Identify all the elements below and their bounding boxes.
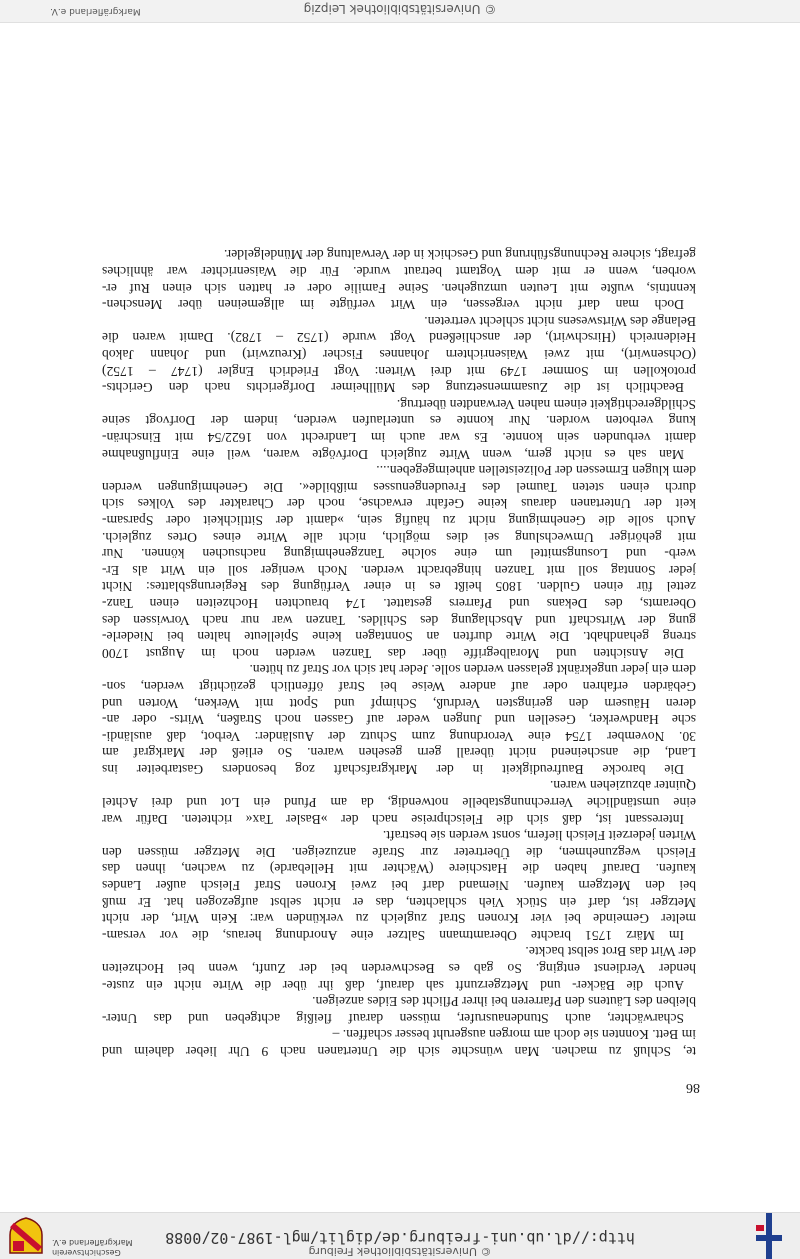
text-line: deren Häusern den geringsten Verdruß, Schimpf und Spott mit Werken, Worten und — [102, 695, 696, 711]
text-line: gefragt, sichere Rechnungsführung und Geschick in der Verwaltung der Mündelgelder. — [224, 247, 696, 263]
text-line: Heidenreich (Hirschwirt), der anschließend Vogt wurde (1752 – 1782). Damit waren die — [102, 330, 696, 346]
text-line: zettel für einen Gulden. 1805 heißt es in einer Verfügung des Regierungsblattes: Nicht — [102, 579, 696, 595]
text-line: Quinter abzuziehen waren. — [549, 778, 696, 794]
text-line: jeder Sonntag soll mit Tanzen hingebracht werden. Noch weniger soll ein Wirt als Er- — [102, 562, 696, 578]
header-copyright: © Universitätsbibliothek Freiburg — [308, 1245, 492, 1258]
text-line: gung der Wirtschaft und Abschlagung des Schildes. Tanzen war nur nach Vorwissen des — [102, 612, 696, 628]
text-line: Die barocke Baufreudigkeit in der Markgrafschaft zog besonders Gastarbeiter ins — [102, 761, 684, 777]
footer-copyright: © Universitätsbibliothek Leipzig — [303, 2, 497, 16]
text-line: Scharwächter, auch Stundenausrufer, müssen darauf fleißig achtgeben und das Unter- — [102, 1010, 684, 1026]
viewer-footer — [0, 0, 800, 23]
text-line: eine umständliche Verrechnungstabelle notwendig, da am Pfund ein Lot und drei Achtel — [102, 795, 696, 811]
text-line: kung verboten worden. Nur konnte es unterlaufen werden, indem der Dorfvogt seine — [102, 413, 696, 429]
text-line: Auch die Bäcker- und Metzgerzunft sah darauf, daß ihr über die Wirte nicht ein zuste- — [102, 977, 684, 993]
text-line: protokollen im Sommer 1749 mit drei Wirten: Vogt Friedrich Engler (1747 – 1752) — [102, 363, 696, 379]
text-line: Belange des Wirtswesens nicht schlecht vertreten. — [424, 313, 696, 329]
text-line: Im März 1751 brachte Oberamtmann Saltzer eine Anordnung heraus, die vor versam- — [102, 927, 684, 943]
text-line: bei den Metzgern kaufen. Niemand darf bei zwei Kronen Straf Fleisch außer Landes — [102, 878, 696, 894]
text-line: dern ein jeder ungekränkt gelassen werden solle. Jeder hat sich vor Straf zu hüten. — [249, 662, 696, 678]
text-line: (Ochsenwirt), mit zwei Waisenrichtern Johannes Fischer (Kreuzwirt) und Johann Jakob — [102, 347, 696, 363]
text-line: bleiben des Läutens den Pfarreren bei ihrer Pflicht des Eides anzeigen. — [312, 994, 696, 1010]
society-name-line: Geschichtsverein — [52, 1248, 121, 1257]
text-line: Beachtlich ist die Zusammensetzung des Müllheimer Dorfgerichts nach den Gerichts- — [102, 380, 684, 396]
text-line: mit gehöriger Umwechslung sei dies möglich, nicht alle Wirte eines Ortes zugleich. — [102, 529, 696, 545]
footer-brand: Markgräflerland e.V. — [50, 6, 141, 16]
text-line: keit der Untertanen daraus keine Gefahr erwachse, noch der Charakter des Volkes sich — [102, 496, 696, 512]
text-line: Wirten jederzeit Fleisch liefern, sonst werden sie bestraft. — [382, 828, 696, 844]
society-name — [52, 1237, 147, 1257]
viewer-header — [0, 1212, 800, 1259]
text-line: Fleisch wegzunehmen, die Übertreter zur Strafe anzuzeigen. Die Metzger müssen den — [102, 844, 696, 860]
text-line: melter Gemeinde bei vier Kronen Straf zugleich zu verkünden war: Kein Wirt, der nicht — [102, 911, 696, 927]
text-line: Auch solle die Genehmigung nicht zu häufig sein, »damit der Sittlichkeit oder Sparsam- — [102, 513, 696, 528]
document-url[interactable]: http://dl.ub.uni-freiburg.de/diglit/mgl-1987-02/0088 — [165, 1229, 635, 1247]
text-line: Doch man darf nicht vergessen, ein Wirt verfügte im allgemeinen über Menschen- — [102, 297, 684, 313]
coat-of-arms-icon — [8, 1217, 44, 1255]
text-line: dem klugen Ermessen der Polizeistellen anheimgegeben.... — [376, 463, 696, 479]
text-line: te, Schluß zu machen. Man wünschte sich die Untertanen nach 9 Uhr lieber daheim und — [102, 1044, 696, 1059]
text-line: 30. November 1754 eine Verordnung zum Schutz der Ausländer: Verbot, daß ausländi- — [102, 728, 696, 744]
text-line: hender Verdienst entging. So gab es Beschwerden bei der Zunft, wenn bei Hochzeiten — [102, 961, 696, 977]
text-line: Gebärden erfahren oder auf andere Weise bei Straf öffentlich gezüchtigt werden, son- — [102, 678, 696, 694]
society-name-line: Markgräflerland e.V. — [52, 1238, 133, 1247]
text-line: Land, die anscheinend nicht überall gern gesehen waren. So erließ der Markgraf am — [102, 745, 696, 761]
text-line: Man sah es nicht gern, wenn Wirte zugleich Dorfvögte waren, weil eine Einflußnahme — [102, 446, 684, 462]
text-line: der Wirt das Brot selbst backte. — [525, 944, 696, 960]
text-line: damit verbunden sein konnte. Es war auch im Landrecht von 1622/54 mit Einschrän- — [102, 430, 696, 446]
text-line: worben, wenn er mit dem Vogtamt betraut wurde. Für die Waisenrichter war ähnliches — [102, 264, 696, 280]
text-line: kaufen. Darauf haben die Hatschiere (Wächter mit Hellebarde) zu wachen, ihnen das — [102, 861, 696, 877]
text-line: Die Ansichten und Moralbegriffe über das Tanzen werden noch im August 1700 — [102, 645, 684, 661]
text-line: Interessant ist, daß sich die Fleischpreise nach der »Basler Tax« richteten. Dafür war — [102, 811, 684, 827]
text-line: im Bett. Konnten sie doch am morgen ausgeruht besser schaffen. – — [332, 1027, 696, 1043]
text-line: Schildgerechtigkeit einem nahen Verwandten übertrug. — [396, 396, 696, 412]
page-number: 86 — [686, 1080, 700, 1095]
text-line: Oberamts, des Dekans und Pfarrers gestattet. 174 brauchten Hochzeiten einen Tanz- — [102, 595, 696, 611]
text-line: kenntnis, wußte mit Leuten umzugehen. Seine Familie oder er hatten sich einen Ruf er- — [102, 280, 696, 296]
text-line: durch einen steten Taumel des Freudengenusses mißbilde«. Die Genehmigungen werden — [102, 479, 696, 495]
text-line: streng gehandhabt. Die Wirte durften an Sonntagen keine Spielleute halten bei Niederle- — [102, 629, 696, 645]
text-line: sche Handwerker, Gesellen und Jungen weder auf Gassen noch Straßen, Wirts- oder an- — [102, 712, 696, 728]
text-line: Metzger ist, darf ein Stück Vieh schlachten, das er nicht selbst aufgezogen hat. Er muß — [102, 894, 696, 910]
text-line: werb- und Losungsmittel um eine solche Tanzgenehmigung nachsuchen können. Nur — [102, 546, 696, 562]
page-body-text — [102, 246, 696, 1059]
